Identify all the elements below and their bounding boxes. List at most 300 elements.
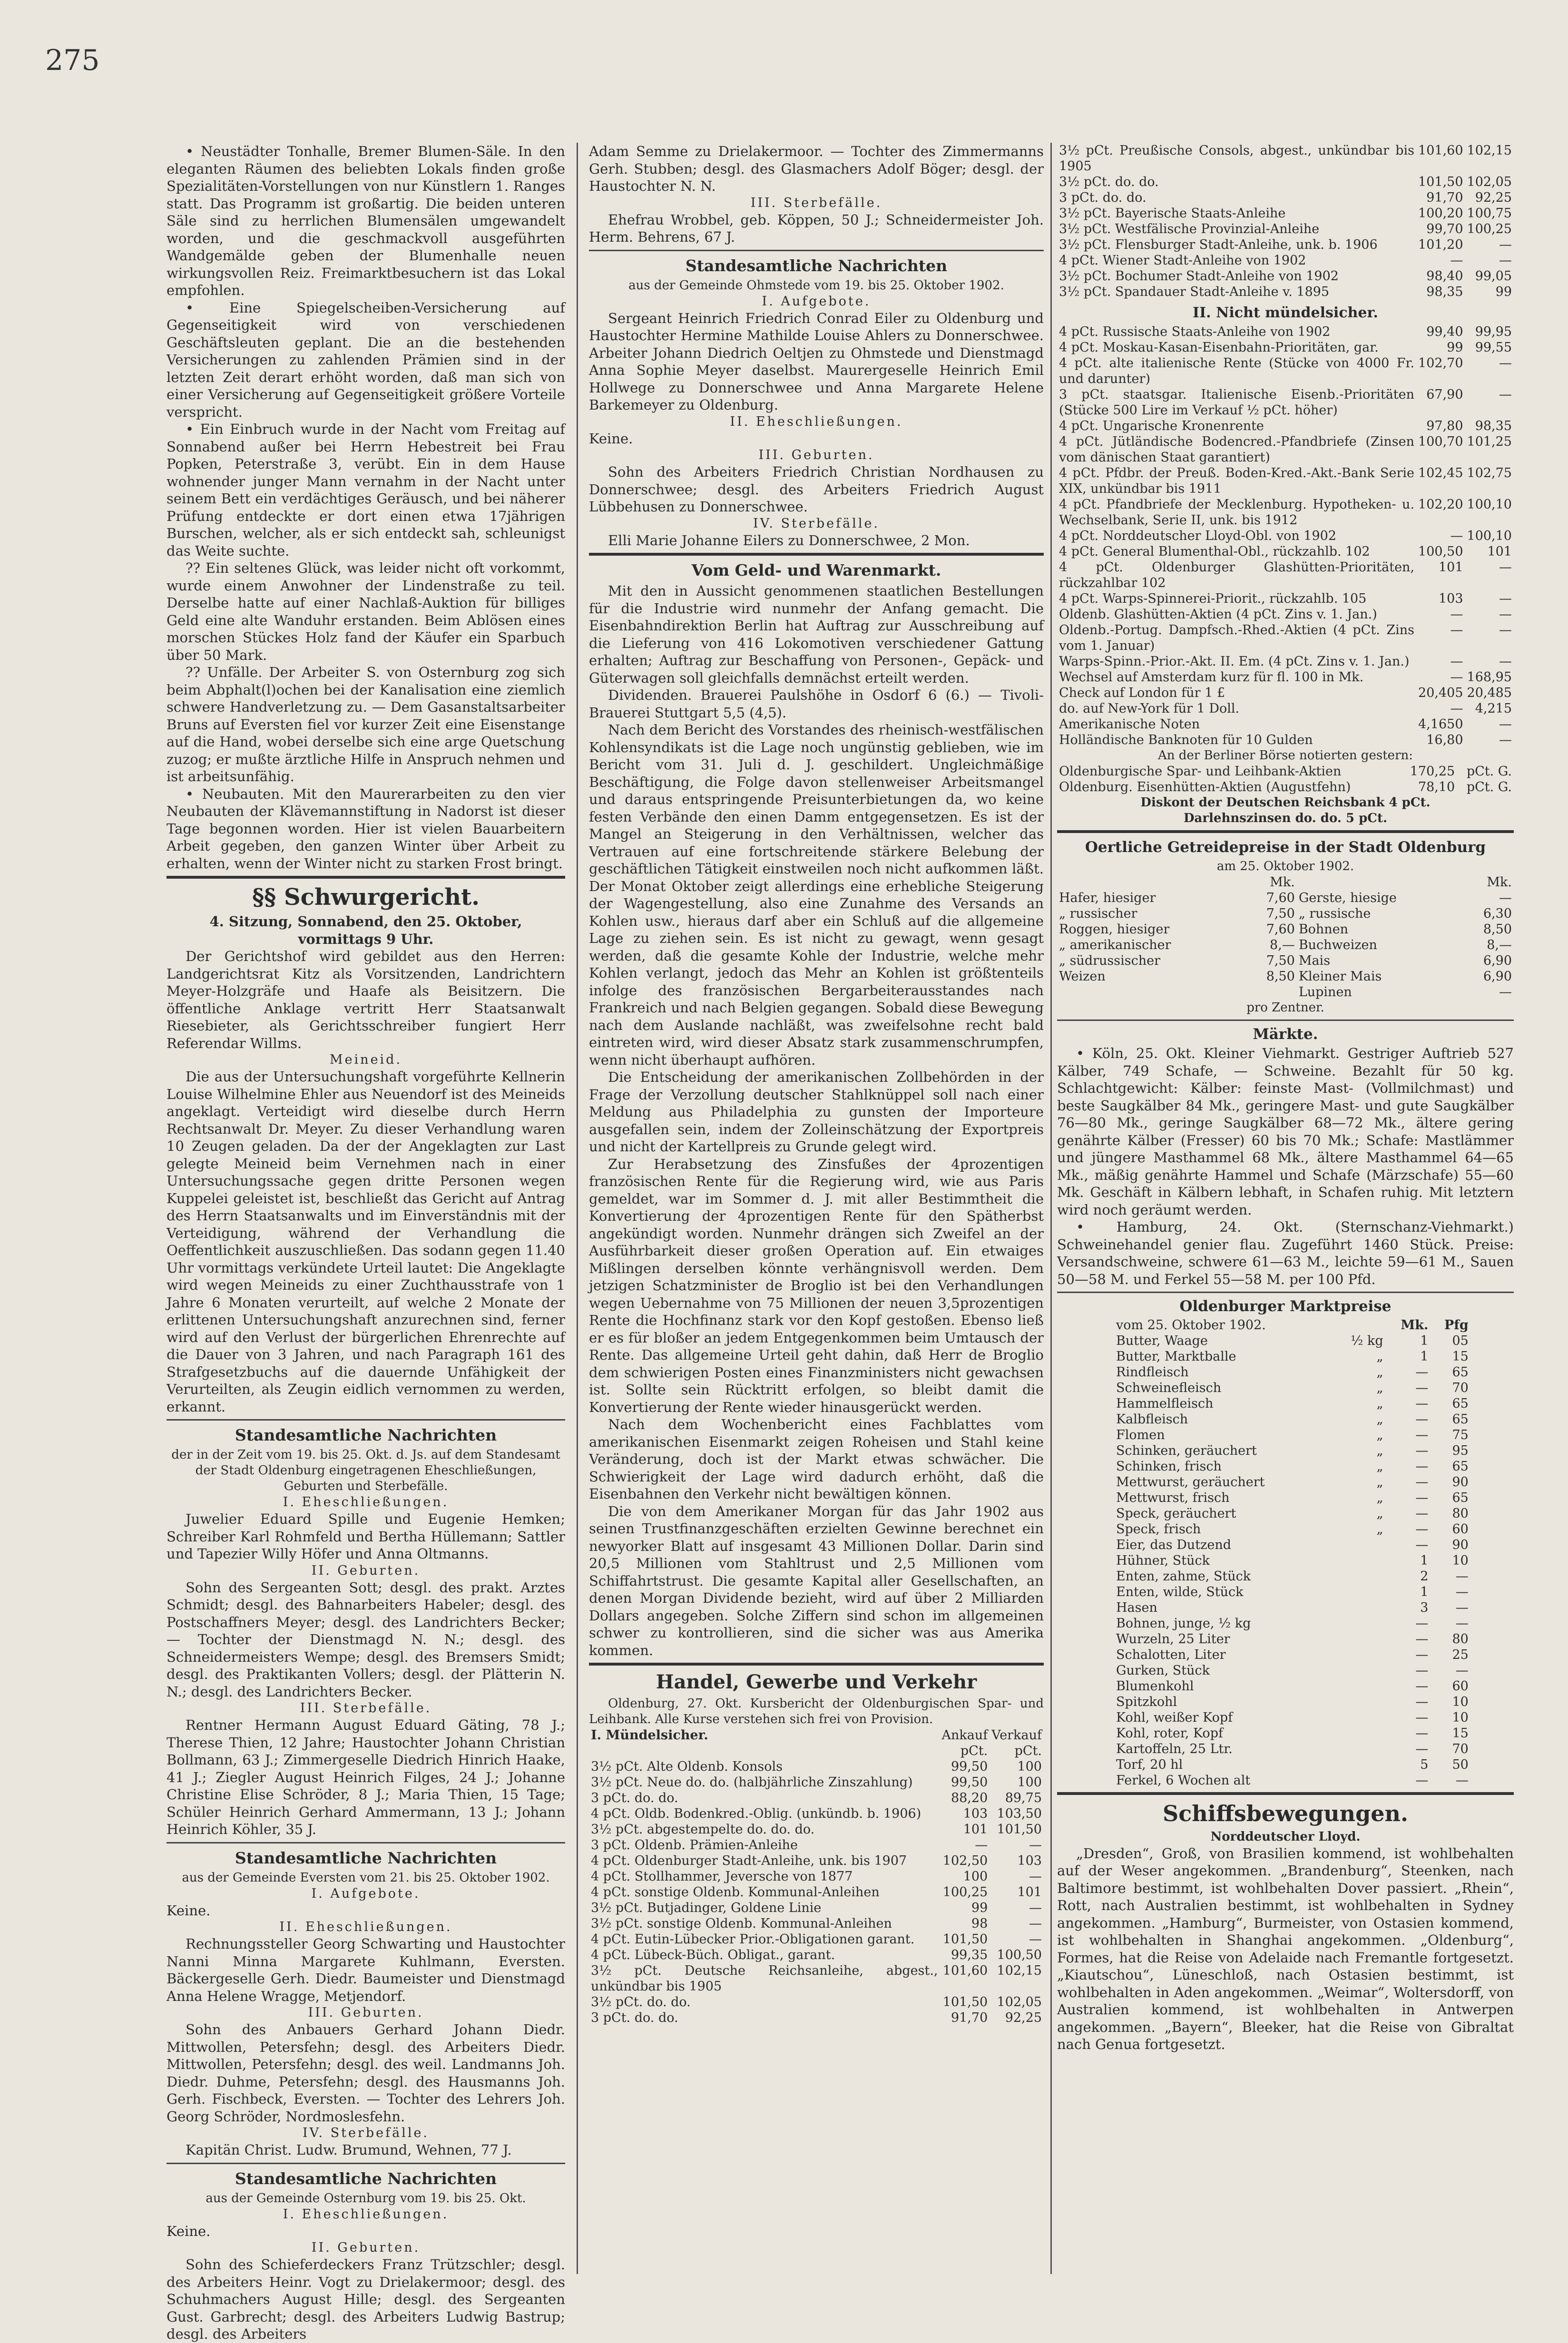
row-label: Kohl, weißer Kopf — [1116, 1710, 1233, 1725]
standes-heading: I. Aufgebote. — [762, 294, 871, 309]
row-label: Torf, 20 hl — [1116, 1757, 1183, 1772]
kurs-row — [1057, 174, 1514, 190]
row-value: 91,70 — [951, 2010, 988, 2025]
row-value: ½ kg — [1351, 1333, 1383, 1348]
getreide-row — [1057, 937, 1514, 953]
row-value: 102,05 — [1467, 175, 1512, 189]
row-label: 3½ pCt. Bayerische Staats-Anleihe — [1059, 206, 1286, 221]
standes-text: Sohn des Anbauers Gerhard Johann Diedr. Mittwollen, Petersfehn; desgl. des Arbeiters Diedr. Mittwollen, Petersfehn; desgl. des weil. Landmanns Joh. Diedr. Duhme, Petersfehn; desgl. des Hausmanns Joh. Gerh. Fischbeck, Eversten. — Tochter des Lehrers Joh. Georg Schröder, Nordmoslesfehn. — [167, 2021, 565, 2125]
row-label: 3½ pCt. Neue do. do. (halbjährliche Zinszahlung) — [591, 1775, 913, 1790]
row-value: „ — [1376, 1474, 1383, 1490]
marktpreis-row — [1114, 1600, 1470, 1616]
row-value: — — [1499, 591, 1512, 606]
section-rule — [589, 1663, 1044, 1666]
kurs-row — [1057, 591, 1514, 607]
paragraph: • Hamburg, 24. Okt. (Sternschanz-Viehmarkt.) Schweinehandel genier flau. Zugeführt 1460 Stück. Preise: Versandschweine, schwere 61—63 M., leichte 59—61 M., Sauen 50—58 M. und Ferkel 55—58 M. per 100 Pfd. — [1057, 1219, 1514, 1287]
row-value: 20,405 — [1418, 685, 1463, 700]
row-label: Check auf London für 1 £ — [1059, 685, 1225, 700]
marktpreise-subtitle: vom 25. Oktober 1902. — [1116, 1317, 1266, 1333]
standes-text: Kapitän Christ. Ludw. Brumund, Wehnen, 77 J. — [186, 2142, 512, 2158]
row-value: 3 — [1420, 1600, 1429, 1615]
standes-subtitle: aus der Gemeinde Eversten vom 21. bis 25. Oktober 1902. — [182, 1870, 550, 1885]
row-value: 5 — [1420, 1757, 1429, 1772]
row-value: 10 — [1452, 1553, 1469, 1568]
row-value: — — [1499, 253, 1512, 268]
row-label: Hasen — [1116, 1600, 1157, 1615]
standes-text: Rentner Hermann August Eduard Gäting, 78 J.; Therese Thien, 12 Jahre; Haustochter Johann Christian Bollmann, 63 J.; Zimmergeselle Diedrich Hinrich Haake, 41 J.; Ziegler August Heinrich Filges, 24 J.; Johanne Christine Elise Schröder, 8 J.; Maria Thien, 15 Tage; Schüler Heinrich Gerhard Ammermann, 13 J.; Johann Heinrich Köhler, 35 J. — [167, 1717, 565, 1837]
row-value: „ — [1376, 1349, 1383, 1364]
standes-text: Sohn des Sergeanten Sott; desgl. des prakt. Arztes Schmidt; desgl. des Bahnarbeiters Habeler; desgl. des Postschaffners Meyer; desgl. des Landrichters Becker; — Tochter der Dienstmagd N. N.; desgl. des Schneidermeisters Wempe; desgl. des Bremsers Smidt; desgl. des Praktikanten Vollers; desgl. der Plätterin N. N.; desgl. des Landrichters Becker. — [167, 1579, 565, 1700]
row-value: — — [1415, 1459, 1429, 1474]
row-label: 4 pCt. Stollhammer, Jeversche von 1877 — [591, 1869, 853, 1884]
kurs-row — [1057, 418, 1514, 434]
row-value: 80 — [1452, 1506, 1469, 1521]
row-label: Rindfleisch — [1116, 1364, 1189, 1380]
kurs-row — [589, 1884, 1044, 1900]
row-value: „ — [1376, 1490, 1383, 1505]
row-value: — — [1455, 1569, 1469, 1584]
row-value: — — [1415, 1663, 1429, 1678]
kurs-row — [589, 1916, 1044, 1931]
row-value: 10 — [1452, 1694, 1469, 1709]
paragraph: Die von dem Amerikaner Morgan für das Jahr 1902 aus seinen Trustfinanzgeschäften erzielten Gewinne berechnet ein newyorker Blatt auf insgesamt 43 Millionen Dollar. Darin sind 20,5 Millionen vom Stahltrust und 2,5 Millionen vom Schiffahrtstrust. Die gesamte Kapital aller Gesellschaften, an denen Morgan Dividende bezieht, wird auf über 2 Milliarden Dollars angegeben. Solche Ziffern sind schon im allgemeinen schwer zu kontrollieren, sind die sicher was aus Amerika kommen. — [589, 1503, 1044, 1658]
row-value: 99,40 — [1426, 324, 1463, 339]
section-title-markt: Vom Geld- und Warenmarkt. — [691, 561, 941, 579]
paragraph: • Köln, 25. Okt. Kleiner Viehmarkt. Gestriger Auftrieb 527 Kälber, 749 Schafe, — Schweine. Bezahlt für 50 kg. Schlachtgewicht: Kälber: feinste Mast- (Vollmilchmast) und beste Saugkälber 84 Mk., geringere Mast- und gute Saugkälber 76—80 Mk., geringe Saugkälber 68—72 Mk., ältere gering genährte Kälber (Fresser) 60 bis 70 Mk.; Schafe: Mastlämmer und jüngere Masthammel 68 Mk., ältere Masthammel 64—65 Mk., mäßig genährte Hammel und Schafe (Märzschafe) 55—60 Mk. Geschäft in Kälbern lebhaft, in Schafen ruhig. Mit letztern wird noch geräumt werden. — [1057, 1045, 1514, 1218]
row-value: — — [1499, 607, 1512, 622]
grain-price: — — [1499, 984, 1512, 1000]
row-value: — — [1029, 1932, 1042, 1947]
row-value: „ — [1376, 1412, 1383, 1427]
row-value: 102,45 — [1418, 465, 1463, 480]
row-value — [1333, 1757, 1385, 1773]
court-subhead: Meineid. — [329, 1052, 402, 1067]
row-value: — — [1455, 1584, 1469, 1599]
maerkte-title: Märkte. — [1253, 1025, 1318, 1043]
standes-subtitle: der in der Zeit vom 19. bis 25. Okt. d. Js. auf dem Standesamt der Stadt Oldenburg eingetragenen Eheschließungen, Geburten und Sterbefälle. — [171, 1448, 560, 1493]
row-value: 78,10 — [1418, 779, 1455, 794]
section-rule — [1057, 1020, 1514, 1021]
row-value: 102,20 — [1418, 497, 1463, 512]
row-value: — — [1415, 1506, 1429, 1521]
row-value: 70 — [1452, 1741, 1469, 1756]
schiff-title: Schiffsbewegungen. — [1162, 1800, 1409, 1826]
marktpreis-row — [1114, 1490, 1470, 1506]
row-value: — — [1455, 1773, 1469, 1788]
paragraph: Zur Herabsetzung des Zinsfußes der 4prozentigen französischen Rente für die Regierung wird, wie aus Paris gemeldet, war im Sommer d. J. mit aller Bestimmtheit die Konvertierung der 4prozentigen Rente für den Spätherbst angekündigt worden. Nunmehr drängen sich Zweifel an der Ausführbarkeit dieser großen Operation auf. Ein etwaiges Mißlingen derselben könnte verhängnisvoll werden. Dem jetzigen Schatzminister de Broglio ist bei den Verhandlungen wegen Uebernahme von 75 Millionen der neuen 3,5prozentigen Rente die Hochfinanz stark vor den Kopf gestoßen. Ebenso ließ er es für bloßer an jedem Entgegenkommen beim Umtausch der Rente. Das allgemeine Urteil geht dahin, daß Herr de Broglio dem schwierigen Posten eines Finanzministers nicht gewachsen ist. Sollte sein Rücktritt erfolgen, so bleibt damit die Konvertierung der Rente wieder hinausgerückt werden. — [589, 1156, 1044, 1415]
kurs-row — [589, 1790, 1044, 1806]
row-label: Kohl, roter, Kopf — [1116, 1725, 1223, 1741]
marktpreis-row — [1114, 1443, 1470, 1459]
row-value: — — [1450, 253, 1463, 268]
kurs-row — [1057, 387, 1514, 418]
column-divider — [577, 143, 578, 2274]
standes-heading: IV. Sterbefälle. — [302, 2126, 430, 2140]
kurs-rows — [589, 1759, 1044, 2026]
row-value: 10 — [1452, 1710, 1469, 1725]
court-paragraph: Die aus der Untersuchungshaft vorgeführte Kellnerin Louise Wilhelmine Ehler aus Neuendorf ist des Meineids angeklagt. Verteidigt wird dieselbe durch Herrn Rechtsanwalt Dr. Meyer. Zu dieser Verhandlung waren 10 Zeugen geladen. Da der der Angeklagten zur Last gelegte Meineid beim Vernehmen nach in einer Untersuchungssache gegen dritte Personen wegen Kuppelei geleistet ist, beschließt das Gericht auf Antrag des Herrn Staatsanwalts und im Einverständnis mit der Verteidigung, während der Verhandlung die Oeffentlichkeit auszuschließen. Das sodann gegen 11.40 Uhr vormittags verkündete Urteil lautet: Die Angeklagte wird wegen Meineids zu einer Zuchthausstrafe von 1 Jahre 6 Monaten verurteilt, auf welche 2 Monate der erlittenen Untersuchungshaft anzurechnen sind, ferner wird auf den Verlust der bürgerlichen Ehrenrechte auf die Dauer von 3 Jahren, und nach Paragraph 161 des Strafgesetzbuchs auf die dauernde Unfähigkeit der Verurteilten, als Zeugin eidlich vernommen zu werden, erkannt. — [167, 1069, 565, 1415]
getreide-row — [1057, 922, 1514, 937]
getreide-unit: Mk. — [1487, 874, 1512, 890]
row-value: 4,1650 — [1418, 716, 1463, 732]
row-value: 100,75 — [1467, 206, 1512, 221]
row-value: 101,50 — [942, 1995, 988, 2010]
paragraph: Nach dem Wochenbericht eines Fachblattes vom amerikanischen Eisenmarkt zeigen Roheisen und Stahl keine Veränderung, doch ist der Markt etwas schwächer. Die Schwierigkeit der Lage wird dadurch erhöht, daß die Eisenbahnen den Verkehr nicht bewältigen können. — [589, 1416, 1044, 1502]
row-label: Hammelfleisch — [1116, 1396, 1214, 1411]
getreide-row — [1057, 890, 1514, 906]
marktpreis-row — [1114, 1380, 1470, 1396]
row-value: 168,95 — [1467, 669, 1512, 685]
kurs-row — [1057, 206, 1514, 221]
schiff-subtitle: Norddeutscher Lloyd. — [1210, 1829, 1361, 1844]
row-label: Speck, geräuchert — [1116, 1506, 1236, 1521]
grain-label: Lupinen — [1298, 984, 1352, 1000]
standes-heading: I. Eheschließungen. — [283, 2206, 449, 2222]
row-value: 60 — [1452, 1521, 1469, 1537]
row-value: 100,25 — [1467, 222, 1512, 236]
row-value — [1333, 1663, 1385, 1678]
standes-heading: II. Geburten. — [311, 2240, 421, 2255]
row-value: — — [1415, 1490, 1429, 1505]
section-rule — [589, 553, 1044, 556]
row-label: Mettwurst, geräuchert — [1116, 1474, 1265, 1490]
marktpreis-row — [1114, 1364, 1470, 1380]
kurs-row — [1057, 253, 1514, 268]
row-value — [1333, 1741, 1385, 1757]
kurs-row — [1057, 340, 1514, 355]
kurs-col-ankauf: Ankauf — [941, 1728, 988, 1743]
row-value: 65 — [1452, 1396, 1469, 1411]
column-middle — [589, 143, 1044, 2279]
row-value: 60 — [1452, 1678, 1469, 1694]
row-value: — — [975, 1838, 988, 1853]
row-value: — — [1415, 1443, 1429, 1458]
row-value: 100,25 — [942, 1885, 988, 1900]
berlin-row — [1057, 779, 1514, 795]
column-right — [1057, 143, 1514, 2279]
paragraph: Nach dem Bericht des Vorstandes des rheinisch-westfälischen Kohlensyndikats ist die Lage noch ungünstig geblieben, wie im Bericht vom 31. Juli d. J. geschildert. Ungleichmäßige Beschäftigung, die Folge davon stellenweiser Arbeitsmangel und daraus entspringende Preisunterbietungen da, wo keine festen Verbände den einen Damm entgegensetzen. Es ist der Mangel an Steigerung in den Verhältnissen, welcher das Vertrauen auf eine fortschreitende stärkere Belebung der geschäftlichen Tätigkeit einstweilen noch nicht aufkommen läßt. Der Monat Oktober zeigt allerdings eine erhebliche Steigerung der Wagengestellung, also eine Zunahme des Versands an Kohlen usw., hieraus darf aber ein Schluß auf die allgemeine Lage zu ziehen sein. Es ist nicht zu gewagt, wenn gesagt werden, daß die gesamte Kohle der Industrie, welche mehr Kohlen verlangt, jedoch das Mehr an Kohlen ist größtenteils infolge des französischen Bergarbeiterausstandes nach Frankreich und nach Belgien gegangen. Sobald diese Bewegung nach dem Auslande nachläßt, was zweifelsohne recht bald eintreten wird, wird dieser Absatz stark zusammenschrumpfen, wenn nicht überhaupt aufhören. — [589, 722, 1044, 1068]
kurs-row — [1057, 732, 1514, 748]
kurs-row — [589, 1822, 1044, 1837]
row-label: 4 pCt. General Blumenthal-Obl., rückzahlb. 102 — [1059, 544, 1370, 559]
row-value: — — [1415, 1647, 1429, 1662]
row-value: 101,50 — [1418, 175, 1463, 189]
standes-title: Standesamtliche Nachrichten — [235, 1426, 497, 1444]
row-label: Enten, wilde, Stück — [1116, 1584, 1244, 1599]
kurs-row — [1057, 654, 1514, 669]
column-left — [167, 143, 565, 2342]
row-value — [1333, 1694, 1385, 1710]
row-label: 4 pCt. Wiener Stadt-Anleihe von 1902 — [1059, 253, 1306, 268]
marktpreise-col-mk: Mk. — [1401, 1317, 1429, 1333]
row-value: 70 — [1452, 1380, 1469, 1395]
row-value: 65 — [1452, 1459, 1469, 1474]
row-label: 3½ pCt. Preußische Consols, abgest., unkündbar bis 1905 — [1059, 143, 1415, 174]
row-label: Oldenburg. Eisenhütten-Aktien (Augustfehn) — [1059, 779, 1351, 794]
kurs-section-label: I. Mündelsicher. — [591, 1728, 708, 1743]
row-value: 100,50 — [997, 1948, 1042, 1962]
getreide-unit: Mk. — [1270, 874, 1295, 890]
grain-label: „ russische — [1298, 906, 1371, 921]
row-value: — — [1450, 669, 1463, 685]
row-label: Hühner, Stück — [1116, 1553, 1210, 1568]
section-rule — [1057, 830, 1514, 833]
standes-text: Keine. — [167, 1902, 211, 1919]
row-label: Warps-Spinn.-Prior.-Akt. II. Em. (4 pCt. Zins v. 1. Jan.) — [1059, 654, 1410, 669]
row-value: 1 — [1420, 1349, 1429, 1364]
berlin-note: An der Berliner Börse notierten gestern: — [1157, 748, 1413, 763]
row-value: 1 — [1420, 1333, 1429, 1348]
kurs-row — [589, 1963, 1044, 1994]
row-value: 99 — [1447, 340, 1463, 355]
row-value: 1 — [1420, 1553, 1429, 1568]
row-value: — — [1450, 528, 1463, 543]
row-value: 65 — [1452, 1412, 1469, 1427]
maerkte-body — [1057, 1045, 1514, 1288]
row-value: 100,10 — [1467, 497, 1512, 512]
kurs-row — [1057, 701, 1514, 716]
kurs-row — [1057, 190, 1514, 206]
row-value: 101,25 — [1467, 434, 1512, 449]
getreide-title: Oertliche Getreidepreise in der Stadt Oldenburg — [1085, 838, 1486, 856]
getreide-table — [1057, 874, 1514, 1000]
row-label: Butter, Waage — [1116, 1333, 1208, 1348]
row-value: 101,50 — [997, 1822, 1042, 1837]
row-value: 99,35 — [951, 1948, 988, 1962]
standes-heading: III. Sterbefälle. — [300, 1701, 432, 1716]
row-label: 4 pCt. Russische Staats-Anleihe von 1902 — [1059, 324, 1331, 339]
row-value: 80 — [1452, 1631, 1469, 1647]
row-value: — — [1415, 1710, 1429, 1725]
standes-title: Standesamtliche Nachrichten — [235, 2169, 497, 2188]
row-value: 65 — [1452, 1364, 1469, 1380]
row-value: — — [1455, 1616, 1469, 1631]
paragraph: ?? Ein seltenes Glück, was leider nicht oft vorkommt, wurde einem Anwohner der Lindenstraße zu teil. Derselbe hatte auf einer Nachlaß-Auktion für billiges Geld eine alte Wanduhr erstanden. Beim Ablösen eines morschen Stückes Holz fand der Käufer ein Sparbuch über 50 Mark. — [167, 560, 565, 663]
row-label: Oldenb. Glashütten-Aktien (4 pCt. Zins v. 1. Jan.) — [1059, 607, 1377, 622]
row-value: — — [1499, 622, 1512, 637]
row-value: — — [1499, 237, 1512, 252]
row-value: — — [1029, 1838, 1042, 1853]
grain-price: — — [1499, 890, 1512, 905]
row-value: 103 — [963, 1806, 988, 1821]
berlin-table — [1057, 764, 1514, 795]
row-value: 4,215 — [1475, 701, 1512, 716]
kurs-row — [1057, 528, 1514, 544]
row-value: 89,75 — [1005, 1791, 1042, 1805]
row-value: 75 — [1452, 1427, 1469, 1442]
row-value: — — [1415, 1474, 1429, 1490]
marktpreis-row — [1114, 1741, 1470, 1757]
row-label: 3½ pCt. sonstige Oldenb. Kommunal-Anleihen — [591, 1916, 892, 1931]
row-value — [1333, 1553, 1385, 1569]
standes-heading: III. Geburten. — [758, 448, 874, 462]
row-value: — — [1499, 654, 1512, 669]
marktpreis-row — [1114, 1521, 1470, 1537]
row-value — [1333, 1616, 1385, 1631]
row-value — [1333, 1584, 1385, 1600]
row-value: — — [1415, 1678, 1429, 1694]
grain-price: 8,— — [1487, 937, 1512, 952]
row-value: 103 — [1438, 591, 1463, 606]
row-label: Holländische Banknoten für 10 Gulden — [1059, 732, 1313, 747]
marktpreis-row — [1114, 1757, 1470, 1773]
standes-text: Keine. — [589, 430, 633, 447]
row-value: 103 — [1017, 1853, 1042, 1868]
row-value — [1333, 1725, 1385, 1741]
kurs-row — [589, 1837, 1044, 1853]
row-label: Gurken, Stück — [1116, 1663, 1210, 1678]
grain-label: „ amerikanischer — [1059, 937, 1171, 952]
standes-title: Standesamtliche Nachrichten — [235, 1848, 497, 1867]
court-paragraph: Der Gerichtshof wird gebildet aus den Herren: Landgerichtsrat Kitz als Vorsitzenden, Landrichtern Meyer-Holzgräfe und Haafe als Beisitzern. Die öffentliche Anklage vertritt Herr Staatsanwalt Riesebieter, als Gerichtsschreiber fungiert Herr Referendar Willms. — [167, 948, 565, 1051]
row-label: Blumenkohl — [1116, 1678, 1194, 1694]
row-label: 3½ pCt. Flensburger Stadt-Anleihe, unk. b. 1906 — [1059, 237, 1378, 252]
row-value: „ — [1376, 1380, 1383, 1395]
row-value: — — [1415, 1364, 1429, 1380]
kurs-row — [1057, 221, 1514, 237]
paragraph: • Eine Spiegelscheiben-Versicherung auf Gegenseitigkeit wird von verschiedenen Geschäftsleuten geplant. Die an die bestehenden Versicherungen zu zahlenden Prämien sind in der letzten Zeit derart erhöht worden, daß man sich von einer Versicherung auf Gegenseitigkeit größere Vorteile verspricht. — [167, 299, 565, 420]
kurs-table — [589, 1727, 1044, 2026]
row-label: 4 pCt. alte italienische Rente (Stücke von 4000 Fr. und darunter) — [1059, 355, 1415, 386]
diskont-line: Diskont der Deutschen Reichsbank 4 pCt. — [1140, 795, 1431, 810]
section-rule — [167, 876, 565, 879]
row-value: — — [1415, 1773, 1429, 1788]
kurs-row — [589, 2010, 1044, 2026]
standes-text: Ehefrau Wrobbel, geb. Köppen, 50 J.; Schneidermeister Joh. Herm. Behrens, 67 J. — [589, 211, 1044, 245]
standes-text: Adam Semme zu Drielakermoor. — Tochter des Zimmermanns Gerh. Stubben; desgl. des Glasmachers Adolf Böger; desgl. der Haustochter N. N. — [589, 143, 1044, 194]
marktpreis-row — [1114, 1396, 1470, 1412]
row-label: 4 pCt. sonstige Oldenb. Kommunal-Anleihen — [591, 1885, 880, 1900]
row-value: 99,50 — [951, 1759, 988, 1774]
getreide-subtitle: am 25. Oktober 1902. — [1216, 859, 1354, 873]
standes-text: Sergeant Heinrich Friedrich Conrad Eiler zu Oldenburg und Haustochter Hermine Mathilde Louise Ahlers zu Donnerschwee. Arbeiter Johann Diedrich Oeltjen zu Ohmstede und Dienstmagd Anna Sophie Meyer daselbst. Maurergeselle Heinrich Emil Hollwege zu Donnerschwee und Anna Margarete Helene Barkemeyer zu Oldenburg. — [589, 310, 1044, 413]
marktpreis-row — [1114, 1694, 1470, 1710]
row-value: — — [1415, 1427, 1429, 1442]
row-value: „ — [1376, 1521, 1383, 1537]
kurs-col-verkauf: Verkauf — [991, 1728, 1042, 1743]
row-value: 90 — [1452, 1537, 1469, 1552]
row-label: 3½ pCt. Deutsche Reichsanleihe, abgest., unkündbar bis 1905 — [591, 1963, 938, 1994]
section-rule — [1057, 1292, 1514, 1293]
row-label: 3½ pCt. do. do. — [1059, 175, 1159, 189]
grain-label: Gerste, hiesige — [1298, 890, 1397, 905]
row-value: — — [1415, 1537, 1429, 1552]
grain-price: 6,30 — [1483, 906, 1512, 921]
row-value — [1333, 1600, 1385, 1616]
row-value — [1333, 1631, 1385, 1647]
getreide-foot: pro Zentner. — [1246, 1000, 1324, 1015]
standes-title: Standesamtliche Nachrichten — [685, 256, 948, 275]
row-value: 101 — [1438, 559, 1463, 575]
row-value: 101 — [963, 1822, 988, 1837]
row-label: Amerikanische Noten — [1059, 716, 1200, 732]
row-value: — — [1450, 622, 1463, 637]
row-value: 100 — [963, 1869, 988, 1884]
row-value: — — [1499, 732, 1512, 747]
row-value — [1333, 1678, 1385, 1694]
marktpreis-row — [1114, 1412, 1470, 1427]
darlehen-line: Darlehnszinsen do. do. 5 pCt. — [1183, 811, 1388, 825]
getreide-row — [1057, 969, 1514, 984]
row-value: — — [1415, 1741, 1429, 1756]
kurs-row — [589, 1900, 1044, 1916]
row-value: 98,35 — [1426, 284, 1463, 299]
standes-text: Sohn des Arbeiters Friedrich Christian Nordhausen zu Donnerschwee; desgl. des Arbeiters Friedrich August Lübbehusen zu Donnerschwee. — [589, 464, 1044, 515]
getreide-header — [1057, 874, 1514, 890]
kurs-row — [1057, 607, 1514, 622]
row-value: 1 — [1420, 1584, 1429, 1599]
marktpreis-row — [1114, 1710, 1470, 1725]
kurs-rows — [1057, 324, 1514, 748]
kurs-unit: pCt. — [960, 1744, 988, 1758]
grain-price — [1245, 984, 1297, 1000]
row-value: 15 — [1452, 1349, 1469, 1364]
row-value: — — [1455, 1663, 1469, 1678]
row-value — [1333, 1569, 1385, 1584]
row-label: 3½ pCt. Bochumer Stadt-Anleihe von 1902 — [1059, 269, 1339, 284]
row-label: Schinken, frisch — [1116, 1459, 1222, 1474]
row-value: 97,80 — [1426, 418, 1463, 433]
row-value: 25 — [1452, 1647, 1469, 1662]
row-value: — — [1455, 1600, 1469, 1615]
grain-price: 7,60 — [1266, 890, 1295, 905]
row-value: 170,25 — [1410, 764, 1455, 779]
row-label: Schweinefleisch — [1116, 1380, 1222, 1395]
row-label: Oldenburgische Spar- und Leihbank-Aktien — [1059, 764, 1342, 779]
kurs-rows — [1057, 143, 1514, 300]
marktpreis-row — [1114, 1553, 1470, 1569]
row-value: 15 — [1452, 1725, 1469, 1741]
standes-heading: I. Aufgebote. — [311, 1886, 421, 1901]
standes-text: Rechnungssteller Georg Schwarting und Haustochter Nanni Minna Margarete Kuhlmann, Eversten. Bäckergeselle Gerh. Diedr. Baumeister und Dienstmagd Anna Helene Wragge, Metjendorf. — [167, 1936, 565, 2004]
standes-heading: II. Geburten. — [311, 1563, 421, 1578]
kurs-row — [589, 1947, 1044, 1963]
row-value: 101,50 — [942, 1932, 988, 1947]
standes-heading: II. Eheschließungen. — [279, 1920, 452, 1934]
row-label: 3 pCt. do. do. — [591, 1791, 678, 1805]
kurs-row — [1057, 669, 1514, 685]
row-label: Wechsel auf Amsterdam kurz für fl. 100 in Mk. — [1059, 669, 1364, 685]
row-label: Eier, das Dutzend — [1116, 1537, 1232, 1552]
row-value: 102,50 — [942, 1853, 988, 1868]
row-value: — — [1499, 716, 1512, 732]
row-value: — — [1029, 1901, 1042, 1915]
row-value: 99 — [971, 1901, 988, 1915]
marktpreis-row — [1114, 1506, 1470, 1521]
page-number: 275 — [45, 44, 100, 77]
standes-heading: IV. Sterbefälle. — [753, 516, 880, 531]
row-value: — — [1450, 607, 1463, 622]
kurs-section-label: II. Nicht mündelsicher. — [1193, 304, 1378, 321]
kurs-row — [1057, 324, 1514, 340]
row-value: — — [1499, 387, 1512, 402]
grain-label: „ russischer — [1059, 906, 1137, 921]
row-value: 102,15 — [1467, 143, 1512, 158]
row-value: 99,05 — [1475, 269, 1512, 284]
row-value: 98 — [971, 1916, 988, 1931]
row-label: 4 pCt. Warps-Spinnerei-Priorit., rückzahlb. 105 — [1059, 591, 1367, 606]
kurs-row — [1057, 685, 1514, 701]
row-value: „ — [1376, 1364, 1383, 1380]
row-value: 99,70 — [1426, 222, 1463, 236]
marktpreis-row — [1114, 1725, 1470, 1741]
row-value: 99,95 — [1475, 324, 1512, 339]
row-value: — — [1029, 1916, 1042, 1931]
row-value — [1333, 1710, 1385, 1725]
kurs-row — [1057, 559, 1514, 591]
row-value: — — [1499, 355, 1512, 371]
grain-price: 8,50 — [1266, 969, 1295, 984]
